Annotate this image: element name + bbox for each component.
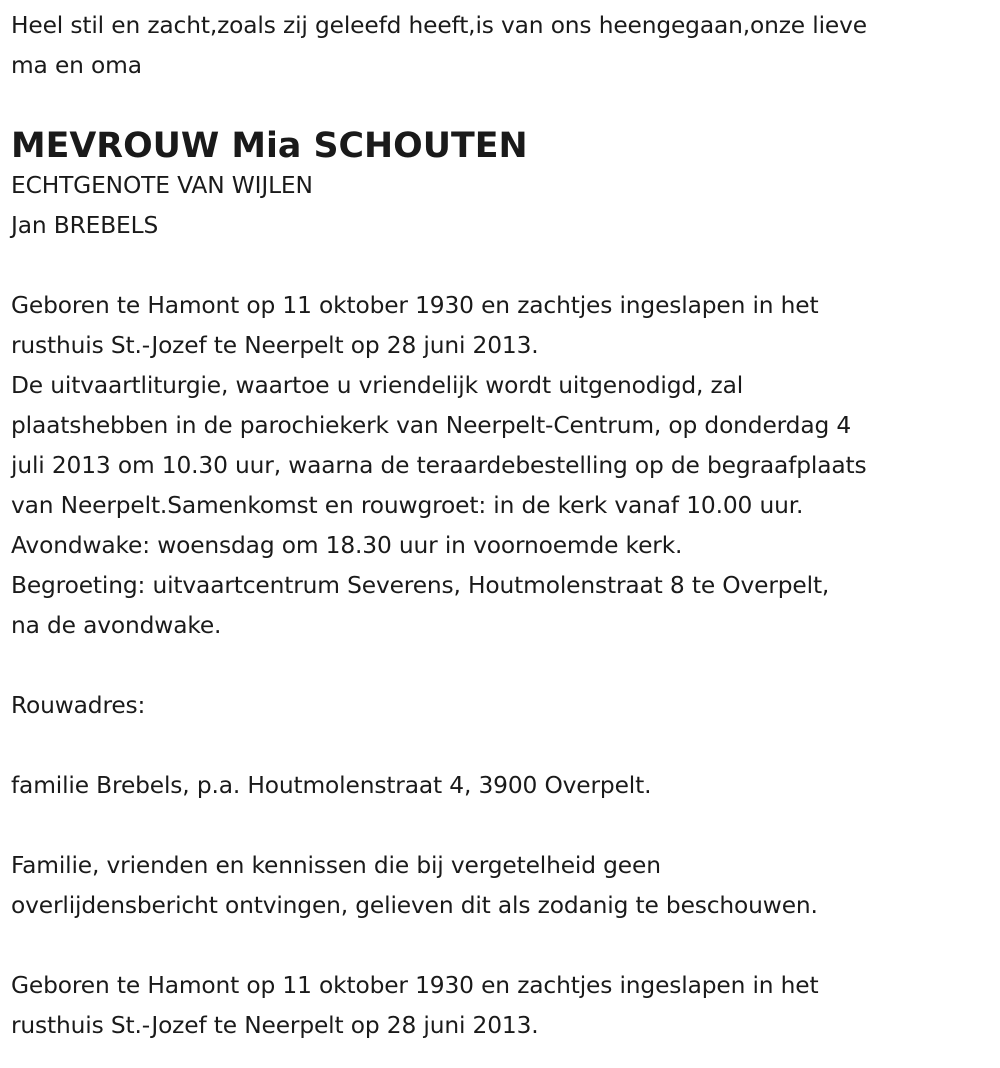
- intro-line: ma en oma: [11, 52, 142, 79]
- intro-text: [11, 6, 996, 86]
- mourning-address-label: Rouwadres:: [11, 692, 146, 719]
- details-line: De uitvaartliturgie, waartoe u vriendelijk wordt uitgenodigd, zal: [11, 372, 744, 399]
- spacer: [11, 726, 996, 766]
- intro-line: Heel stil en zacht,zoals zij geleefd heeft,is van ons heengegaan,onze lieve: [11, 12, 867, 39]
- obituary-document: [11, 6, 996, 1046]
- deceased-block: [11, 126, 996, 246]
- notice-line: overlijdensbericht ontvingen, gelieven dit als zodanig te beschouwen.: [11, 892, 818, 919]
- spacer: [11, 646, 996, 686]
- details-line: rusthuis St.-Jozef te Neerpelt op 28 juni 2013.: [11, 332, 539, 359]
- mourning-address: familie Brebels, p.a. Houtmolenstraat 4, 3900 Overpelt.: [11, 772, 652, 799]
- details-line: na de avondwake.: [11, 612, 222, 639]
- footer-line: Geboren te Hamont op 11 oktober 1930 en zachtjes ingeslapen in het: [11, 972, 819, 999]
- spouse-name: Jan BREBELS: [11, 212, 159, 239]
- details-paragraph: [11, 286, 996, 646]
- spacer: [11, 806, 996, 846]
- details-line: Geboren te Hamont op 11 oktober 1930 en zachtjes ingeslapen in het: [11, 292, 819, 319]
- notice-line: Familie, vrienden en kennissen die bij vergetelheid geen: [11, 852, 661, 879]
- footer-line: rusthuis St.-Jozef te Neerpelt op 28 juni 2013.: [11, 1012, 539, 1039]
- details-line: juli 2013 om 10.30 uur, waarna de teraardebestelling op de begraafplaats: [11, 452, 867, 479]
- deceased-name: MEVROUW Mia SCHOUTEN: [11, 126, 528, 166]
- relation-text: ECHTGENOTE VAN WIJLEN: [11, 172, 313, 199]
- details-line: Begroeting: uitvaartcentrum Severens, Houtmolenstraat 8 te Overpelt,: [11, 572, 830, 599]
- spacer: [11, 246, 996, 286]
- footer-paragraph: [11, 966, 996, 1046]
- details-line: Avondwake: woensdag om 18.30 uur in voornoemde kerk.: [11, 532, 683, 559]
- details-line: van Neerpelt.Samenkomst en rouwgroet: in de kerk vanaf 10.00 uur.: [11, 492, 804, 519]
- spacer: [11, 926, 996, 966]
- notice-paragraph: [11, 846, 996, 926]
- details-line: plaatshebben in de parochiekerk van Neerpelt-Centrum, op donderdag 4: [11, 412, 852, 439]
